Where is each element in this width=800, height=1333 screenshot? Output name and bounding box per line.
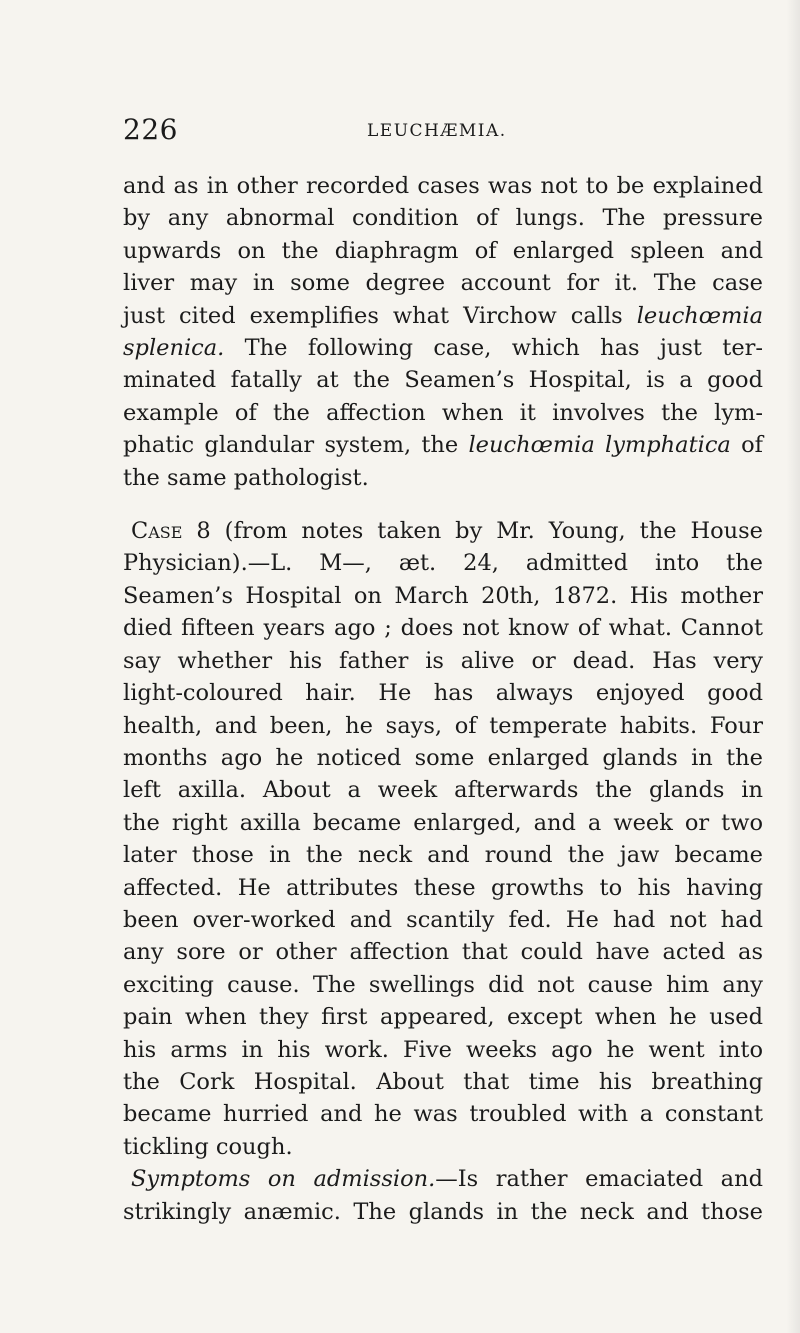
text-line: strikingly anæmic. The glands in the neck and those: [123, 1198, 763, 1225]
text-line: health, and been, he says, of temperate habits. Four: [123, 712, 763, 739]
text-line: exciting cause. The swellings did not cause him any: [123, 971, 763, 998]
italic-term: splenica.: [123, 335, 225, 362]
text-line: the same pathologist.: [123, 464, 369, 491]
text-line: light-coloured hair. He has always enjoyed good: [123, 680, 763, 707]
text-line: by any abnormal condition of lungs. The pressure: [123, 205, 763, 232]
page-number: 226: [123, 113, 178, 146]
text-line: any sore or other affection that could have acted as: [123, 939, 763, 966]
text-line: later those in the neck and round the jaw became: [123, 842, 763, 869]
text-line: became hurried and he was troubled with a constant: [123, 1101, 763, 1128]
text-line: liver may in some degree account for it. The case: [123, 270, 763, 297]
paragraph: [123, 1163, 763, 1228]
paragraph: [123, 170, 763, 494]
text-line: Case 8 (from notes taken by Mr. Young, the House: [131, 518, 763, 545]
text-line: and as in other recorded cases was not to be explained: [123, 173, 763, 199]
text-line: minated fatally at the Seamen’s Hospital, is a good: [123, 367, 763, 394]
text-line: say whether his father is alive or dead. Has very: [123, 647, 763, 674]
text-line: his arms in his work. Five weeks ago he went into: [123, 1036, 763, 1063]
paragraph: [123, 515, 763, 1163]
text-line: affected. He attributes these growths to his having: [123, 874, 763, 901]
text-line: tickling cough.: [123, 1133, 293, 1160]
text-line: died fifteen years ago ; does not know of what. Cannot: [123, 615, 763, 642]
text-line: the right axilla became enlarged, and a week or two: [123, 809, 763, 836]
text-line: left axilla. About a week afterwards the glands in: [123, 777, 763, 804]
text-line: Physician).—L. M—, æt. 24, admitted into the: [123, 550, 763, 577]
paragraph-gap: [123, 494, 763, 515]
text-line: upwards on the diaphragm of enlarged spleen and: [123, 237, 763, 264]
text-line: example of the affection when it involves the lym-: [123, 399, 763, 426]
case-label: Case: [131, 518, 183, 545]
text-line: pain when they first appeared, except when he used: [123, 1004, 763, 1031]
running-head: [123, 113, 763, 147]
text-line: Seamen’s Hospital on March 20th, 1872. His mother: [123, 582, 763, 609]
text-line: phatic glandular system, the leuchœmia lymphatica of: [123, 432, 763, 459]
page-edge-shadow: [786, 0, 800, 1333]
text-line: months ago he noticed some enlarged glands in the: [123, 744, 763, 771]
body-text: [123, 170, 763, 1228]
text-line: Symptoms on admission.—Is rather emaciated and: [131, 1166, 763, 1193]
italic-term: Symptoms on admission.: [131, 1166, 436, 1193]
italic-term: leuchœmia: [636, 302, 763, 329]
text-line: just cited exemplifies what Virchow calls leuchœmia: [123, 302, 763, 329]
text-line: splenica. The following case, which has just ter-: [123, 335, 763, 362]
text-line: the Cork Hospital. About that time his breathing: [123, 1068, 763, 1095]
text-line: been over-worked and scantily fed. He had not had: [123, 906, 763, 933]
running-title: LEUCHÆMIA.: [367, 121, 507, 141]
italic-term: leuchœmia lymphatica: [468, 432, 731, 459]
